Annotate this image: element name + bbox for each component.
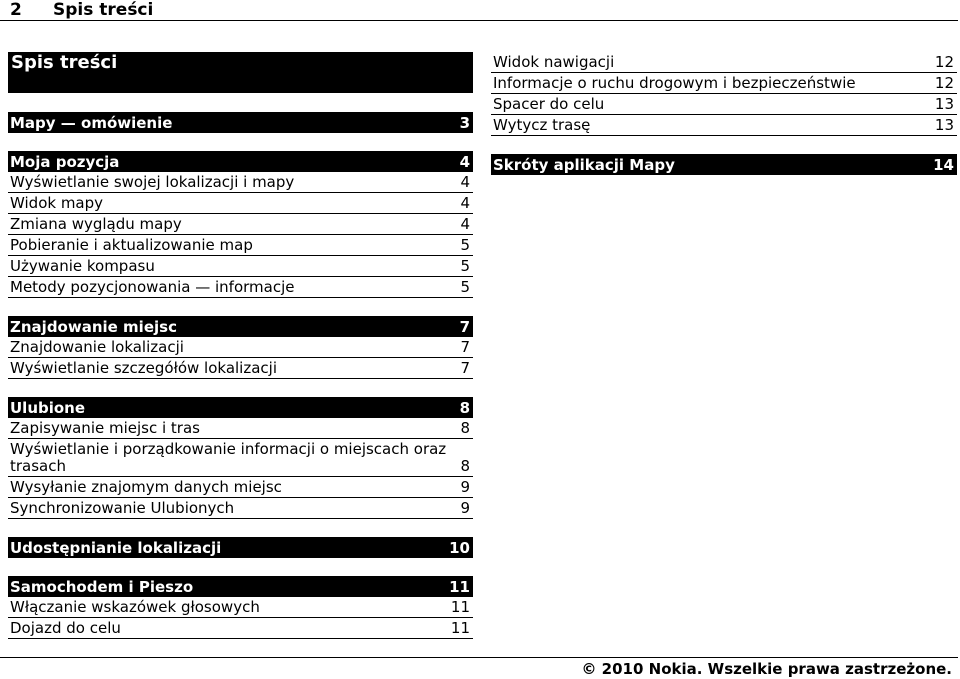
toc-section-heading[interactable] xyxy=(8,537,473,558)
toc-entry[interactable] xyxy=(8,214,473,235)
toc-heading-page: 8 xyxy=(459,399,470,417)
toc-entry-title: Wysyłanie znajomym danych miejsc xyxy=(10,478,282,496)
toc-section xyxy=(8,576,473,639)
toc-entry-title: Wytycz trasę xyxy=(493,116,591,134)
toc-entry-title: Wyświetlanie swojej lokalizacji i mapy xyxy=(10,173,295,191)
toc-entry-page: 9 xyxy=(460,478,470,496)
toc-entry-page: 7 xyxy=(460,359,470,377)
toc-entry[interactable] xyxy=(8,277,473,298)
toc-entry-page: 4 xyxy=(460,215,470,233)
toc-entry-title: Dojazd do celu xyxy=(10,619,121,637)
toc-entry-page: 11 xyxy=(450,619,470,637)
page-header-title: Spis treści xyxy=(53,0,154,20)
toc-section xyxy=(8,397,473,519)
toc-section-heading[interactable] xyxy=(491,154,957,175)
toc-entry-page: 13 xyxy=(934,116,954,134)
toc-section-heading[interactable] xyxy=(8,576,473,597)
toc-entry-title: Używanie kompasu xyxy=(10,257,155,275)
toc-entry[interactable] xyxy=(8,597,473,618)
toc-entry-title: Widok nawigacji xyxy=(493,53,615,71)
toc-entry[interactable] xyxy=(8,337,473,358)
toc-entry[interactable] xyxy=(491,52,957,73)
toc-entry[interactable] xyxy=(8,172,473,193)
toc-title: Spis treści xyxy=(8,52,473,93)
toc-entry-page: 5 xyxy=(460,278,470,296)
toc-entry[interactable] xyxy=(8,439,473,477)
toc-entry-page: 8 xyxy=(460,457,470,475)
toc-entry-page: 13 xyxy=(934,95,954,113)
toc-entry-page: 9 xyxy=(460,499,470,517)
toc-right-column xyxy=(491,52,957,175)
toc-entry-page: 4 xyxy=(460,173,470,191)
toc-heading-page: 7 xyxy=(459,318,470,336)
footer-divider xyxy=(0,657,958,658)
toc-heading-page: 10 xyxy=(449,539,470,557)
toc-entry-page: 5 xyxy=(460,236,470,254)
toc-entry-title: Włączanie wskazówek głosowych xyxy=(10,598,260,616)
toc-entry[interactable] xyxy=(8,477,473,498)
header-divider xyxy=(0,20,958,21)
toc-section xyxy=(8,112,473,133)
toc-heading-page: 11 xyxy=(449,578,470,596)
toc-entry-title: Zapisywanie miejsc i tras xyxy=(10,419,200,437)
toc-heading-title: Mapy — omówienie xyxy=(10,114,173,132)
copyright-notice: © 2010 Nokia. Wszelkie prawa zastrzeżone. xyxy=(581,660,952,678)
toc-heading-page: 4 xyxy=(459,153,470,171)
toc-entry-title: Metody pozycjonowania — informacje xyxy=(10,278,295,296)
toc-entry-title: Wyświetlanie i porządkowanie informacji o miejscach oraz trasach xyxy=(10,440,447,475)
toc-entry-title: Znajdowanie lokalizacji xyxy=(10,338,184,356)
toc-entry[interactable] xyxy=(491,115,957,136)
toc-entry-page: 5 xyxy=(460,257,470,275)
toc-left-column xyxy=(8,52,473,639)
toc-entry-title: Widok mapy xyxy=(10,194,104,212)
toc-entry[interactable] xyxy=(8,235,473,256)
toc-heading-title: Ulubione xyxy=(10,399,86,417)
page-number: 2 xyxy=(10,0,22,20)
toc-heading-title: Udostępnianie lokalizacji xyxy=(10,539,222,557)
toc-entry-title: Spacer do celu xyxy=(493,95,605,113)
toc-entry-page: 4 xyxy=(460,194,470,212)
toc-section-heading[interactable] xyxy=(8,316,473,337)
toc-entry-title: Informacje o ruchu drogowym i bezpieczeństwie xyxy=(493,74,856,92)
toc-entry[interactable] xyxy=(491,73,957,94)
toc-heading-title: Samochodem i Pieszo xyxy=(10,578,194,596)
toc-entry-title: Zmiana wyglądu mapy xyxy=(10,215,182,233)
toc-entry[interactable] xyxy=(8,418,473,439)
toc-section xyxy=(8,316,473,379)
toc-entry-page: 8 xyxy=(460,419,470,437)
toc-section-heading[interactable] xyxy=(8,397,473,418)
toc-entry[interactable] xyxy=(8,358,473,379)
toc-section xyxy=(491,154,957,175)
page-header xyxy=(0,0,960,20)
toc-entry-page: 12 xyxy=(934,53,954,71)
toc-entry-title: Wyświetlanie szczegółów lokalizacji xyxy=(10,359,277,377)
toc-entry-page: 12 xyxy=(934,74,954,92)
toc-heading-title: Moja pozycja xyxy=(10,153,120,171)
toc-entry-page: 11 xyxy=(450,598,470,616)
toc-entry-title: Pobieranie i aktualizowanie map xyxy=(10,236,253,254)
toc-heading-title: Znajdowanie miejsc xyxy=(10,318,177,336)
toc-entry[interactable] xyxy=(8,498,473,519)
toc-heading-title: Skróty aplikacji Mapy xyxy=(493,156,675,174)
toc-heading-page: 14 xyxy=(933,156,954,174)
toc-section xyxy=(8,537,473,558)
toc-entry[interactable] xyxy=(8,193,473,214)
toc-entry[interactable] xyxy=(8,256,473,277)
toc-section-heading[interactable] xyxy=(8,151,473,172)
toc-heading-page: 3 xyxy=(459,114,470,132)
toc-entry[interactable] xyxy=(491,94,957,115)
toc-entry-title: Synchronizowanie Ulubionych xyxy=(10,499,235,517)
toc-section-heading[interactable] xyxy=(8,112,473,133)
toc-section xyxy=(8,151,473,298)
toc-entry-page: 7 xyxy=(460,338,470,356)
toc-entry[interactable] xyxy=(8,618,473,639)
